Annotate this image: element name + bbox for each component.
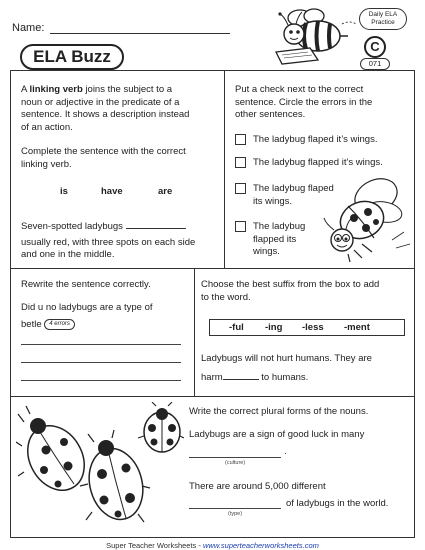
plural-answer-1[interactable]	[189, 457, 281, 458]
plural-sentence-1: Ladybugs are a sign of good luck in many	[189, 429, 365, 440]
rewrite-line-3[interactable]	[21, 380, 181, 381]
divider-row-2	[10, 396, 415, 397]
flying-ladybug-icon	[318, 170, 414, 262]
suffix-less: -less	[302, 322, 324, 333]
divider-row-1	[10, 268, 415, 269]
choice-word-is: is	[60, 186, 68, 197]
suffix-instruction: Choose the best suffix from the box to add to the word.	[201, 279, 380, 303]
suffix-ing: -ing	[265, 322, 283, 333]
bee-reading-icon	[270, 4, 360, 68]
rewrite-sentence: Did u no ladybugs are a type of betle 4 errors	[21, 302, 153, 330]
suffix-ful: -ful	[229, 322, 244, 333]
ladybugs-illustration	[16, 402, 184, 534]
footer-link[interactable]: www.superteacherworksheets.com	[202, 541, 319, 550]
option-2-checkbox[interactable]	[235, 157, 246, 168]
worksheet-letter-badge: C	[364, 36, 386, 58]
name-label: Name:	[12, 22, 45, 34]
answer-blank[interactable]	[126, 220, 186, 229]
option-3-text: The ladybug flaped its wings.	[253, 183, 334, 207]
divider-col-1	[224, 70, 225, 268]
linking-verb-instruction: Complete the sentence with the correct linking verb.	[21, 146, 186, 170]
option-1-text: The ladybug flaped it’s wings.	[253, 134, 378, 145]
option-2-text: The ladybug flapped it’s wings.	[253, 157, 383, 168]
plural-sentence-2: There are around 5,000 different	[189, 481, 326, 492]
plural-answer-2[interactable]	[189, 508, 281, 509]
linking-verb-definition: A linking verb joins the subject to a noun or adjective in the predicate of a sentence. It shows a description instead of an action.	[21, 84, 190, 133]
linking-verb-sentence: Seven-spotted ladybugs usually red, with three spots on each side and one in the middle.	[21, 221, 196, 260]
option-1-checkbox[interactable]	[235, 134, 246, 145]
errors-count-badge: 4 errors	[44, 319, 75, 330]
rewrite-line-1[interactable]	[21, 344, 181, 345]
plural-hint-2: (type)	[228, 511, 243, 517]
suffix-answer-blank[interactable]	[223, 371, 259, 380]
plural-hint-1: (culture)	[225, 460, 246, 466]
option-4-checkbox[interactable]	[235, 221, 246, 232]
divider-col-2	[194, 268, 195, 396]
name-field[interactable]	[50, 33, 230, 34]
page-footer: Super Teacher Worksheets - www.superteacherworksheets.com	[106, 541, 319, 550]
suffix-ment: -ment	[344, 322, 370, 333]
daily-practice-tag: Daily ELA Practice	[359, 8, 407, 30]
plural-sentence-2-end: of ladybugs in the world.	[286, 498, 389, 509]
plural-sentence-1-end: .	[284, 446, 287, 457]
choice-word-have: have	[101, 186, 123, 197]
option-4-text: The ladybug flapped its wings.	[253, 221, 306, 257]
worksheet-number-badge: 071	[360, 58, 390, 70]
plural-instruction: Write the correct plural forms of the nouns.	[189, 406, 369, 417]
check-sentence-instruction: Put a check next to the correct sentence. Circle the errors in the other sentences.	[235, 84, 373, 120]
suffix-sentence: Ladybugs will not hurt humans. They are harm to humans.	[201, 353, 372, 383]
rewrite-line-2[interactable]	[21, 362, 181, 363]
worksheet-title: ELA Buzz	[20, 44, 124, 70]
choice-word-are: are	[158, 186, 173, 197]
rewrite-instruction: Rewrite the sentence correctly.	[21, 279, 151, 290]
option-3-checkbox[interactable]	[235, 183, 246, 194]
